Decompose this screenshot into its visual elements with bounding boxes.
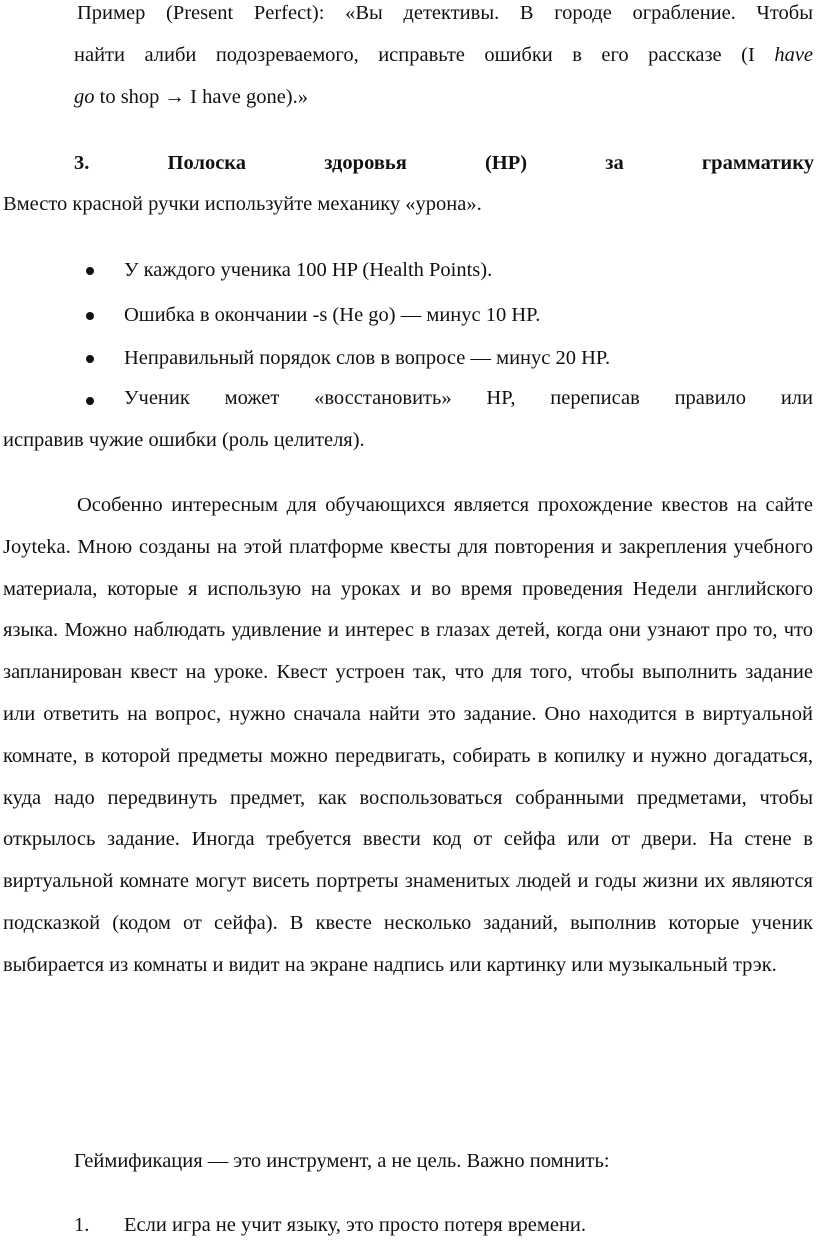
bullet-item-2: Ошибка в окончании -s (He go) — минус 10 HP. — [124, 304, 541, 326]
bullet-item-4-line-1: Ученик может «восстановить» HP, переписав правило или — [124, 387, 813, 409]
example-line-3: to shop → I have gone).» — [99, 85, 308, 108]
gamification-intro-text: Геймификация — это инструмент, а не цель. Важно помнить: — [74, 1150, 610, 1172]
bullet-dot-icon — [86, 267, 94, 275]
heading-word-4: (HP) — [484, 152, 528, 174]
bullet-dot-icon — [86, 312, 94, 320]
list-number: 1. — [74, 1214, 90, 1236]
heading-word-6: грамматику — [701, 152, 814, 174]
gamification-intro — [3, 1141, 813, 1183]
heading-word-5: за — [605, 152, 624, 174]
section-heading — [74, 143, 814, 185]
list-item: Если игра не учит языку, это просто потеря времени. — [124, 1214, 587, 1236]
section-subtitle: Вместо красной ручки используйте механику «урона». — [3, 193, 482, 215]
heading-word-3: здоровья — [324, 152, 407, 174]
bullet-item-4 — [3, 378, 813, 462]
bullet-item-1: У каждого ученика 100 HP (Health Points). — [124, 259, 493, 281]
example-italic-have: have — [774, 43, 814, 66]
bullet-item-3: Неправильный порядок слов в вопросе — минус 20 HP. — [124, 347, 611, 369]
heading-word-1: 3. — [74, 152, 90, 174]
heading-word-2: Полоска — [167, 152, 247, 174]
example-italic-go: go — [74, 85, 95, 108]
example-line-2: найти алиби подозреваемого, исправьте ошибки в его рассказе (I — [74, 43, 755, 66]
example-line-1: Пример (Present Perfect): «Вы детективы. В городе ограбление. Чтобы — [77, 2, 813, 24]
bullet-item-4-line-2: исправив чужие ошибки (роль целителя). — [3, 428, 365, 451]
example-paragraph — [3, 0, 813, 118]
bullet-dot-icon — [86, 355, 94, 363]
main-paragraph: Особенно интересным для обучающихся является прохождение квестов на сайте Joyteka. Мною созданы на этой платформе квесты для повторения и закрепления учебного материала, которые я использую на уроках и во время проведения Недели английского языка. Можно наблюдать удивление и интерес в глазах детей, когда они узнают про то, что запланирован квест на уроке. Квест устроен так, что для того, чтобы выполнить задание или ответить на вопрос, нужно сначала найти это задание. Оно находится в виртуальной комнате, в которой предметы можно передвигать, собирать в копилку и нужно догадаться, куда надо передвинуть предмет, как воспользоваться собранными предметами, чтобы открылось задание. Иногда требуется ввести код от сейфа или от двери. На стене в виртуальной комнате могут висеть портреты знаменитых людей и годы жизни их являются подсказкой (кодом от сейфа). В квесте несколько заданий, выполнив которые ученик выбирается из комнаты и видит на экране надпись или картинку или музыкальный трэк. — [3, 494, 813, 976]
